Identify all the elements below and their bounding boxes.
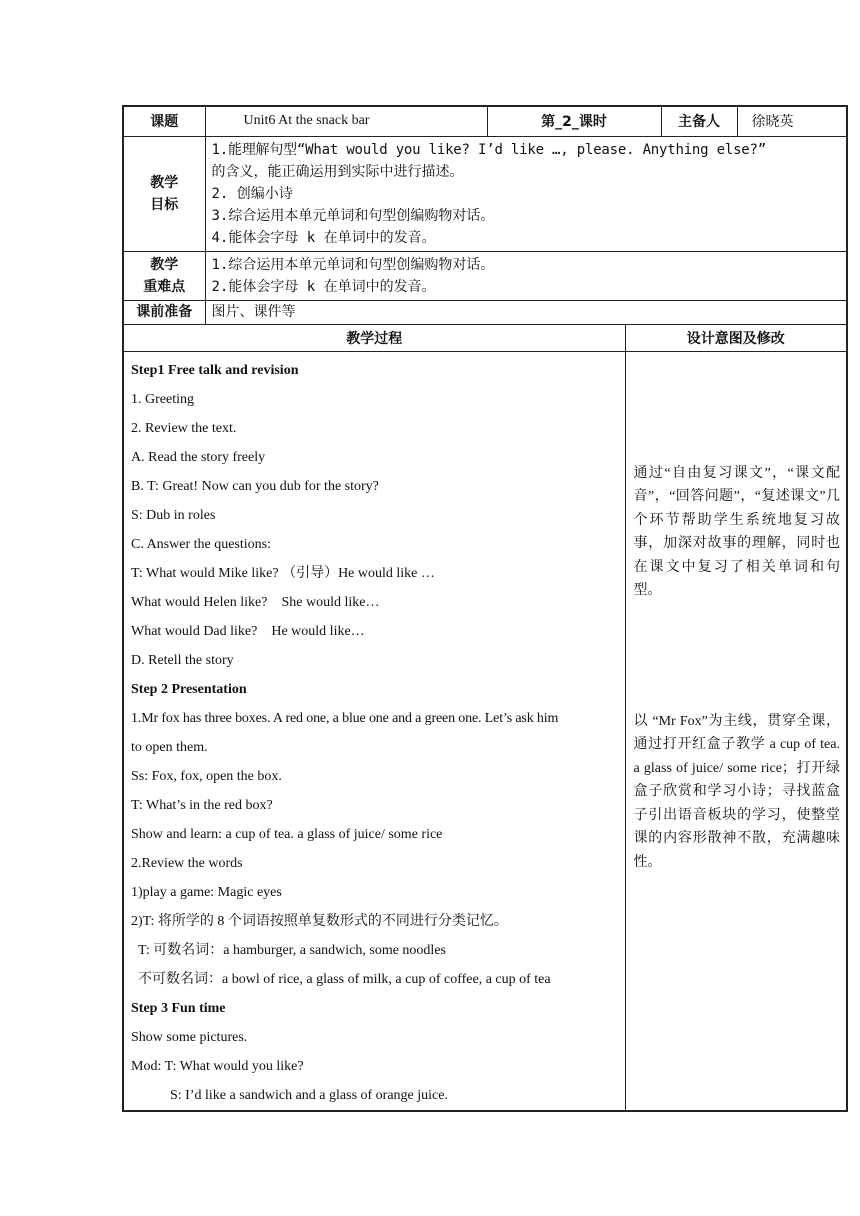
preparation-row (123, 300, 847, 324)
objective-line: 4.能体会字母 k 在单词中的发音。 (211, 229, 436, 246)
key-points-row (123, 251, 847, 300)
objectives-content (205, 136, 847, 251)
process-line: 2. Review the text. (131, 420, 237, 436)
design-note-1: 通过“自由复习课文”，“课文配音”，“回答问题”，“复述课文”几个环节帮助学生系统地复习故事，加深对故事的理解，同时也在课文中复习了相关单词和句型。 (633, 465, 840, 598)
step-heading: Step1 Free talk and revision (131, 362, 299, 378)
lesson-plan-table (122, 105, 848, 1112)
process-line: 不可数名词：a bowl of rice, a glass of milk, a cup of coffee, a cup of tea (138, 971, 551, 987)
process-line: Show and learn: a cup of tea. a glass of juice/ some rice (131, 826, 443, 842)
key-points-label (123, 251, 205, 300)
objective-line: 的含义，能正确运用到实际中进行描述。 (211, 163, 464, 180)
preparation-label: 课前准备 (123, 300, 205, 324)
step-heading: Step 2 Presentation (131, 681, 247, 697)
step-heading: Step 3 Fun time (131, 1000, 226, 1016)
topic-label: 课题 (123, 106, 205, 136)
topic-value: Unit6 At the snack bar (205, 106, 487, 136)
process-line: What would Dad like? He would like… (131, 623, 365, 639)
process-line: 1.Mr fox has three boxes. A red one, a blue one and a green one. Let’s ask him (131, 710, 559, 726)
process-steps (123, 351, 625, 1111)
process-line: 2)T: 将所学的 8 个词语按照单复数形式的不同进行分类记忆。 (131, 913, 508, 929)
process-line: to open them. (131, 739, 208, 755)
process-header-left: 教学过程 (123, 324, 625, 351)
process-header-row (123, 324, 847, 351)
key-points-content (205, 251, 847, 300)
process-line: S: Dub in roles (131, 507, 216, 523)
process-line: C. Answer the questions: (131, 536, 271, 552)
objectives-label-line2: 目标 (150, 196, 179, 213)
preparer-value: 徐晓英 (737, 106, 847, 136)
header-row (123, 106, 847, 136)
process-line: B. T: Great! Now can you dub for the story? (131, 478, 379, 494)
key-points-label-line2: 重难点 (143, 278, 186, 295)
key-point-line: 2.能体会字母 k 在单词中的发音。 (211, 278, 436, 295)
objective-line: 1.能理解句型“What would you like? I’d like …, please. Anything else?” (211, 141, 766, 158)
key-points-label-line1: 教学 (150, 256, 179, 273)
period-value: 第_2_课时 (487, 106, 661, 136)
process-line: Show some pictures. (131, 1029, 248, 1045)
preparation-value: 图片、课件等 (205, 300, 847, 324)
process-line: 1)play a game: Magic eyes (131, 884, 282, 900)
process-line: 2.Review the words (131, 855, 243, 871)
objective-line: 3.综合运用本单元单词和句型创编购物对话。 (211, 207, 495, 224)
process-line: T: What would Mike like? （引导）He would like … (131, 565, 435, 581)
objectives-row (123, 136, 847, 251)
process-line: Mod: T: What would you like? (131, 1058, 304, 1074)
objectives-label-line1: 教学 (150, 174, 179, 191)
key-point-line: 1.综合运用本单元单词和句型创编购物对话。 (211, 256, 495, 273)
process-line: 1. Greeting (131, 391, 194, 407)
objectives-label (123, 136, 205, 251)
lesson-plan (122, 105, 846, 1112)
process-line: S: I’d like a sandwich and a glass of orange juice. (170, 1087, 448, 1103)
preparer-label: 主备人 (661, 106, 737, 136)
process-line: A. Read the story freely (131, 449, 266, 465)
objective-line: 2. 创编小诗 (211, 185, 293, 202)
design-note-2: 以 “Mr Fox”为主线，贯穿全课，通过打开红盒子教学 a cup of tea. a glass of juice/ some rice；打开绿盒子欣赏和学习小诗；寻找蓝盒子引出语音板块的学习，使整堂课的内容形散神不散，充满趣味性。 (633, 713, 840, 870)
process-header-right: 设计意图及修改 (625, 324, 847, 351)
process-body-row (123, 351, 847, 1111)
process-line: T: What’s in the red box? (131, 797, 273, 813)
design-notes (625, 351, 847, 1111)
process-line: Ss: Fox, fox, open the box. (131, 768, 282, 784)
process-line: What would Helen like? She would like… (131, 594, 380, 610)
process-line: T: 可数名词：a hamburger, a sandwich, some noodles (138, 942, 446, 958)
process-line: D. Retell the story (131, 652, 234, 668)
